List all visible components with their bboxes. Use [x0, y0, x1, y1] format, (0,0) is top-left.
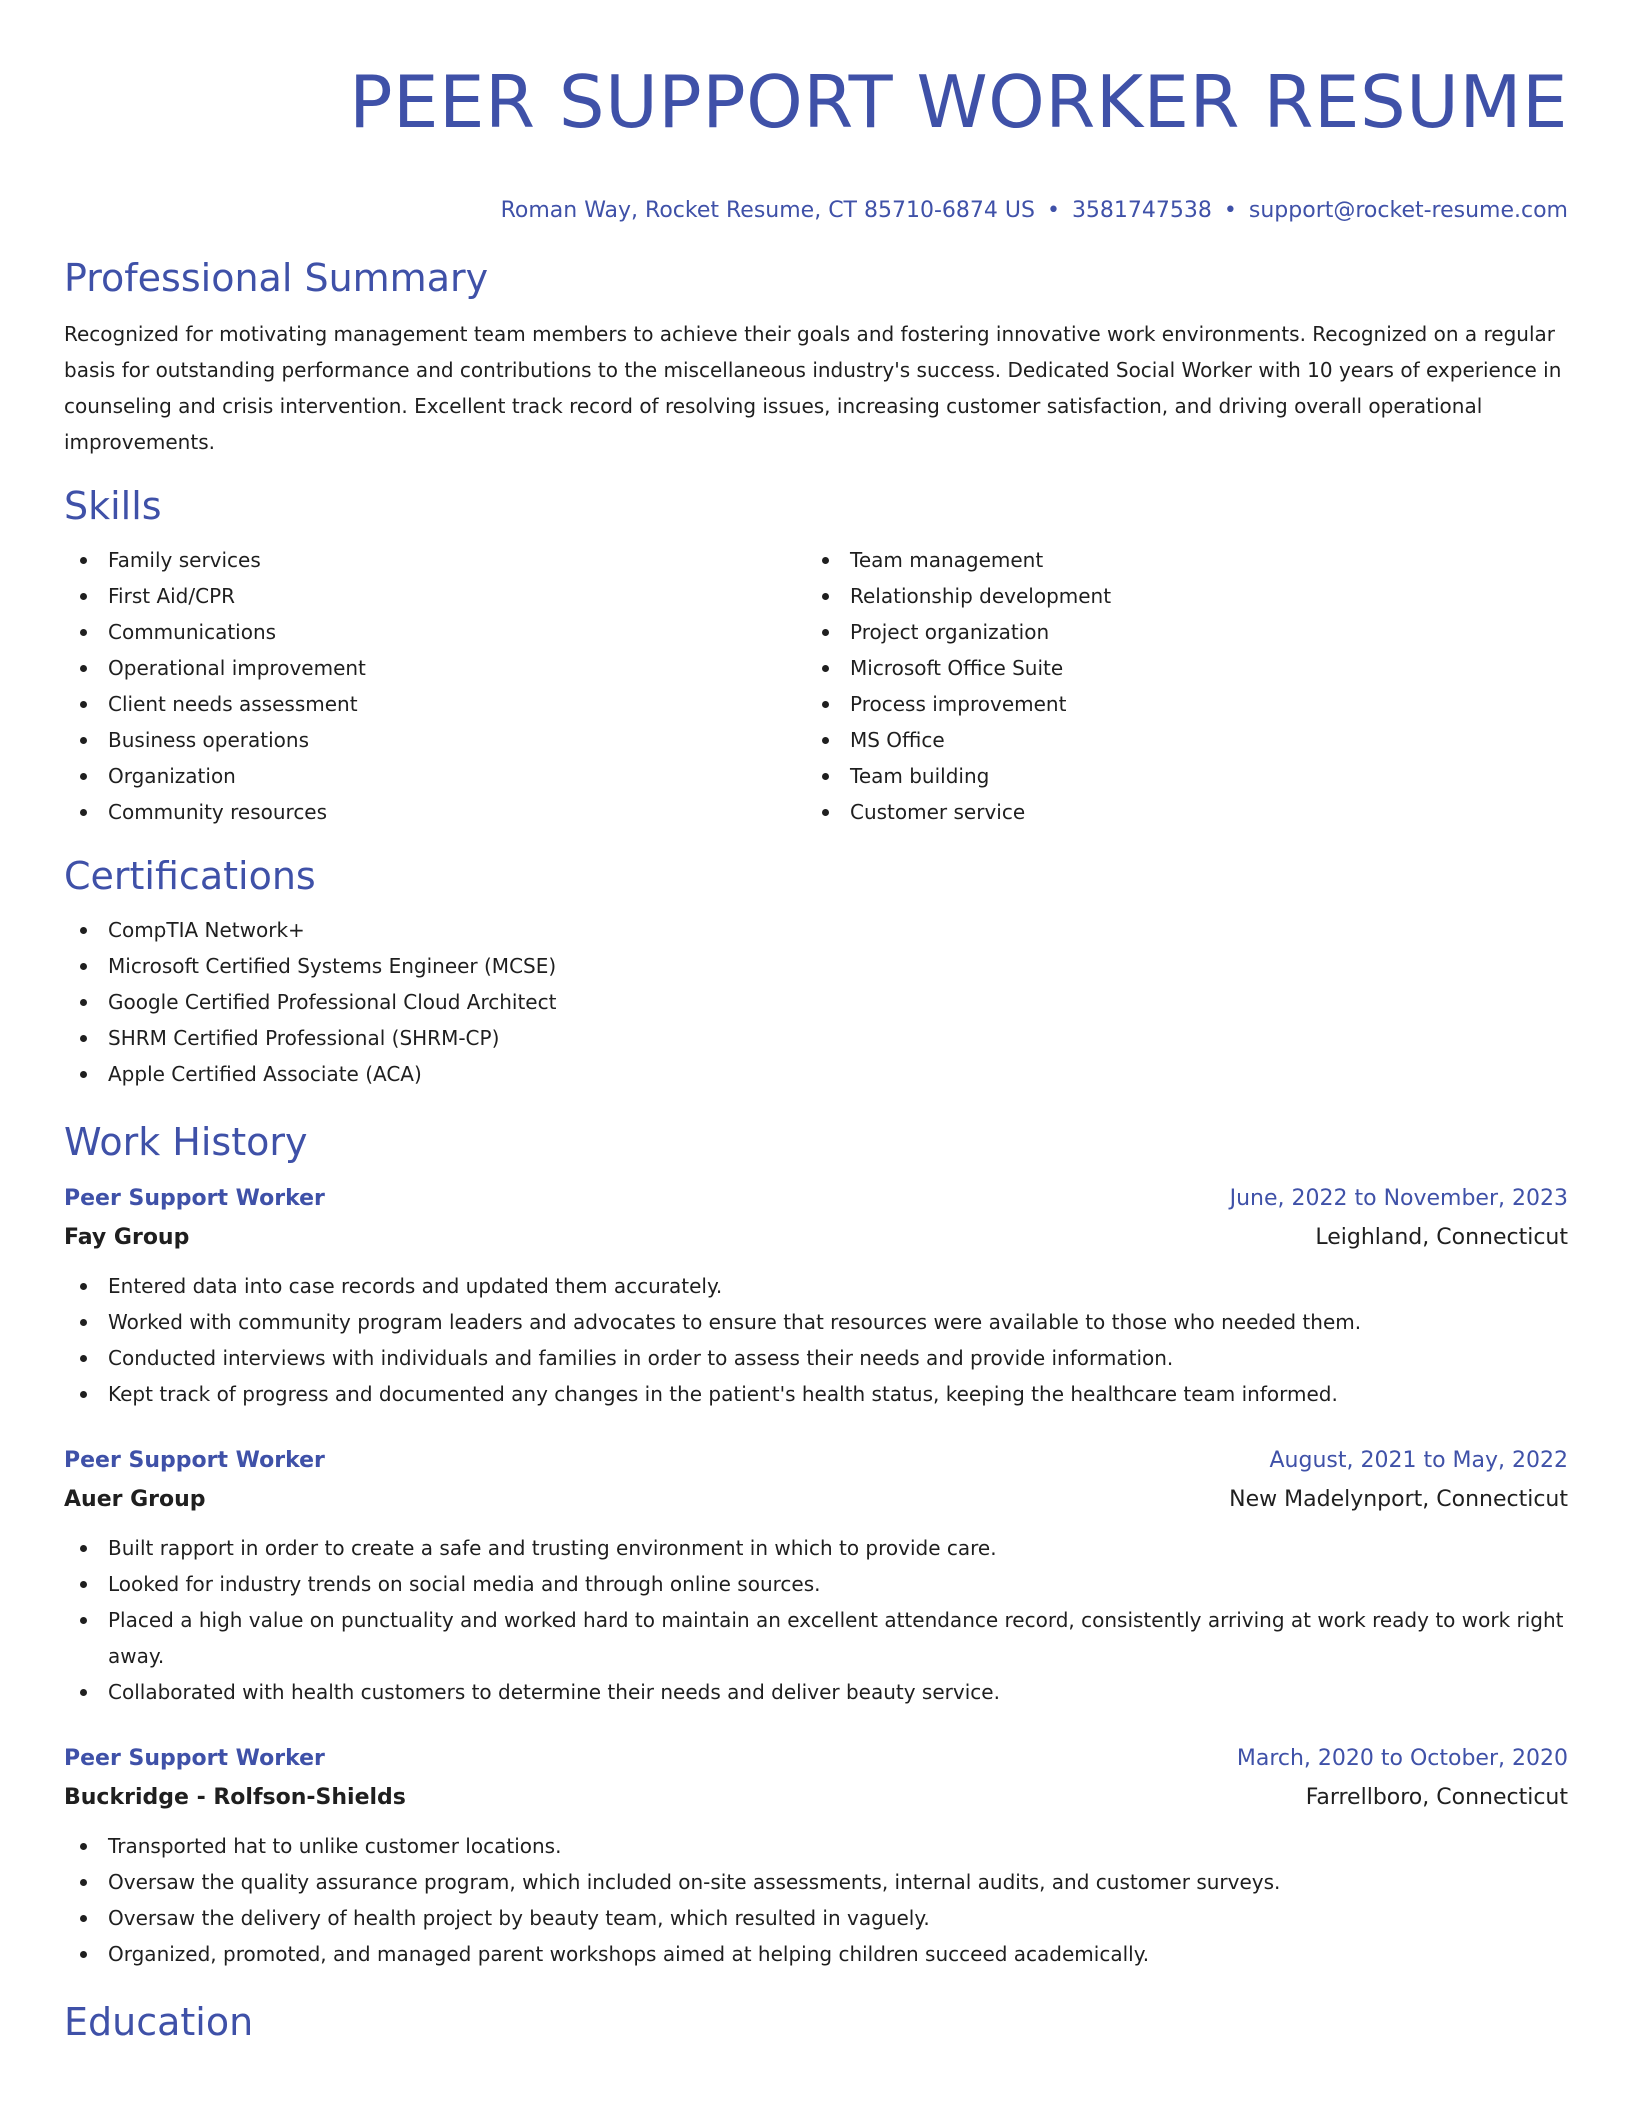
contact-separator: • — [1223, 198, 1237, 223]
job-dates: June, 2022 to November, 2023 — [1229, 1186, 1568, 1211]
job-company-row — [64, 1778, 1568, 1818]
job-company: Auer Group — [64, 1487, 206, 1512]
job-company-row — [64, 1218, 1568, 1258]
job-title-row — [64, 1180, 1568, 1218]
job-bullet: Oversaw the quality assurance program, which included on-site assessments, internal audits, and customer surveys. — [64, 1864, 1568, 1900]
job-entry — [64, 1180, 1568, 1412]
skills-list-left — [64, 542, 806, 830]
skill-item: Client needs assessment — [64, 686, 806, 722]
work-history-section — [64, 1118, 1568, 1972]
job-title: Peer Support Worker — [64, 1186, 325, 1211]
job-company: Buckridge - Rolfson-Shields — [64, 1785, 406, 1810]
job-bullet: Collaborated with health customers to determine their needs and deliver beauty service. — [64, 1674, 1568, 1710]
job-bullets — [64, 1268, 1568, 1412]
certification-item: CompTIA Network+ — [64, 912, 1568, 948]
job-bullets — [64, 1828, 1568, 1972]
job-dates: March, 2020 to October, 2020 — [1236, 1746, 1568, 1771]
contact-separator: • — [1046, 198, 1060, 223]
work-history-heading: Work History — [64, 1120, 308, 1164]
skills-section — [64, 482, 1568, 830]
contact-line — [64, 196, 1568, 226]
skill-item: Process improvement — [806, 686, 1548, 722]
job-title-row — [64, 1740, 1568, 1778]
skill-item: Team management — [806, 542, 1548, 578]
summary-heading: Professional Summary — [64, 256, 489, 300]
skill-item: Microsoft Office Suite — [806, 650, 1548, 686]
skill-item: MS Office — [806, 722, 1548, 758]
certification-item: Apple Certified Associate (ACA) — [64, 1056, 1568, 1092]
job-bullet: Built rapport in order to create a safe and trusting environment in which to provide care. — [64, 1530, 1568, 1566]
resume-title: PEER SUPPORT WORKER RESUME — [349, 60, 1568, 144]
job-entry — [64, 1442, 1568, 1710]
certification-item: SHRM Certified Professional (SHRM-CP) — [64, 1020, 1568, 1056]
job-bullet: Transported hat to unlike customer locations. — [64, 1828, 1568, 1864]
job-entry — [64, 1740, 1568, 1972]
certifications-heading: Certifications — [64, 854, 316, 898]
job-bullet: Placed a high value on punctuality and worked hard to maintain an excellent attendance record, consistently arriving at work ready to work right away. — [64, 1602, 1568, 1674]
contact-address: Roman Way, Rocket Resume, CT 85710-6874 US — [500, 198, 1035, 223]
skill-item: Communications — [64, 614, 806, 650]
job-bullet: Entered data into case records and updated them accurately. — [64, 1268, 1568, 1304]
job-bullet: Conducted interviews with individuals and families in order to assess their needs and provide information. — [64, 1340, 1568, 1376]
skill-item: Operational improvement — [64, 650, 806, 686]
summary-section — [64, 254, 1568, 460]
skill-item: Organization — [64, 758, 806, 794]
certifications-section — [64, 852, 1568, 1092]
skill-item: Relationship development — [806, 578, 1548, 614]
job-bullets — [64, 1530, 1568, 1710]
job-title: Peer Support Worker — [64, 1448, 325, 1473]
skill-item: Community resources — [64, 794, 806, 830]
job-bullet: Oversaw the delivery of health project by beauty team, which resulted in vaguely. — [64, 1900, 1568, 1936]
job-company-row — [64, 1480, 1568, 1520]
job-location: New Madelynport, Connecticut — [1229, 1487, 1568, 1512]
certification-item: Google Certified Professional Cloud Architect — [64, 984, 1568, 1020]
skill-item: Family services — [64, 542, 806, 578]
job-location: Farrellboro, Connecticut — [1305, 1785, 1568, 1810]
education-section — [64, 1998, 1568, 2046]
resume-header — [64, 0, 1568, 226]
skill-item: First Aid/CPR — [64, 578, 806, 614]
job-bullet: Kept track of progress and documented any changes in the patient's health status, keeping the healthcare team informed. — [64, 1376, 1568, 1412]
skill-item: Project organization — [806, 614, 1548, 650]
skills-heading: Skills — [64, 484, 162, 528]
skill-item: Business operations — [64, 722, 806, 758]
job-location: Leighland, Connecticut — [1315, 1225, 1568, 1250]
skills-list-right — [806, 542, 1548, 830]
certification-item: Microsoft Certified Systems Engineer (MCSE) — [64, 948, 1568, 984]
job-bullet: Organized, promoted, and managed parent workshops aimed at helping children succeed academically. — [64, 1936, 1568, 1972]
job-title: Peer Support Worker — [64, 1746, 325, 1771]
contact-phone: 3581747538 — [1071, 198, 1212, 223]
job-title-row — [64, 1442, 1568, 1480]
job-dates: August, 2021 to May, 2022 — [1269, 1448, 1568, 1473]
resume-page — [64, 0, 1568, 2046]
job-bullet: Worked with community program leaders and advocates to ensure that resources were available to those who needed them. — [64, 1304, 1568, 1340]
certifications-list — [64, 912, 1568, 1092]
job-company: Fay Group — [64, 1225, 190, 1250]
skill-item: Customer service — [806, 794, 1548, 830]
job-bullet: Looked for industry trends on social media and through online sources. — [64, 1566, 1568, 1602]
contact-email[interactable]: support@rocket-resume.com — [1248, 198, 1568, 223]
skill-item: Team building — [806, 758, 1548, 794]
education-heading: Education — [64, 2000, 254, 2044]
summary-text: Recognized for motivating management team members to achieve their goals and fostering innovative work environments. Recognized on a regular basis for outstanding performance and contributions to the miscellaneous industry's success. Dedicated Social Worker with 10 years of experience in counseling and crisis intervention. Excellent track record of resolving issues, increasing customer satisfaction, and driving overall operational improvements. — [64, 322, 1562, 454]
skills-columns — [64, 530, 1568, 830]
